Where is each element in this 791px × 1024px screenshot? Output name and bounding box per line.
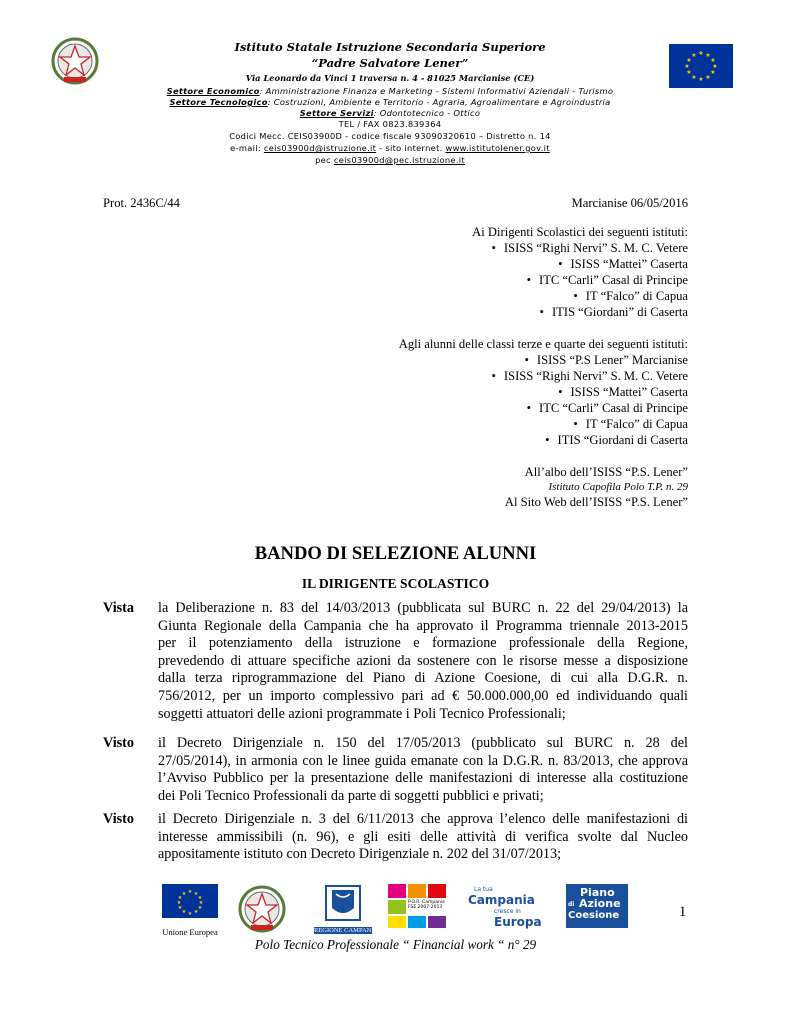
footer-regione-logo [314, 884, 379, 934]
pec-link[interactable]: ceis03900d@pec.istruzione.it [333, 155, 465, 165]
header-title: Istituto Statale Istruzione Secondaria Superiore [234, 40, 546, 54]
paragraph-line: interesse ammissibili (n. 96), e gli esiti delle attività di verifica svolte dal Nucleo [158, 828, 688, 845]
polo-caption: Polo Tecnico Professionale “ Financial work “ n° 29 [254, 937, 537, 952]
website-link[interactable]: www.istitutolener.gov.it [445, 143, 550, 153]
header-tel: TEL / FAX 0823.839364 [338, 119, 442, 129]
recipients2-intro: Agli alunni delle classi terze e quarte dei seguenti istituti: [398, 337, 688, 351]
paragraph-visto-1 [158, 735, 688, 805]
svg-text:★: ★ [710, 57, 716, 64]
svg-text:★: ★ [698, 76, 704, 83]
recipient-item: • ISISS “Mattei” Caserta [558, 257, 688, 272]
svg-text:★: ★ [691, 52, 697, 59]
eu-flag-logo [669, 44, 733, 88]
footer-campania-europa-logo [462, 884, 548, 934]
piano-2: di [568, 901, 575, 908]
svg-text:★: ★ [712, 63, 718, 70]
recipient-item: • ISISS “Mattei” Caserta [558, 385, 688, 400]
recipients1-intro: Ai Dirigenti Scolastici dei seguenti istituti: [472, 225, 688, 239]
settore-tecnologico-label: Settore Tecnologico [169, 97, 268, 107]
header-emblem-logo [50, 36, 100, 86]
footer-por-label: P.O.R. Campania FSE 2007-2013 [408, 900, 445, 910]
protocol-number: Prot. 2436C/44 [103, 196, 180, 210]
paragraph-line: prevedendo di attuare specifiche azioni da sostenere con le risorse messe a disposizione [158, 652, 688, 669]
paragraph-line: 756/2012, per un importo complessivo pari ad € 50.000.000,00 ed individuando quali [158, 687, 688, 704]
svg-text:★: ★ [181, 909, 187, 915]
svg-text:★: ★ [197, 905, 203, 911]
paragraph-line: soggetti attuatori delle azioni programmate i Poli Tecnico Professionali; [158, 705, 566, 722]
site-label: - sito internet. [376, 143, 446, 153]
paragraph-keyword: Visto [103, 811, 135, 827]
footer-eu-label: Unione Europea [162, 927, 218, 937]
header-settore-tecnologico [120, 97, 660, 107]
email-link[interactable]: ceis03900d@istruzione.it [263, 143, 377, 153]
paragraph-keyword: Vista [103, 600, 135, 616]
page-number: 1 [679, 904, 687, 920]
piano-1: Piano [580, 886, 615, 899]
sito-line: Al Sito Web dell’ISISS “P.S. Lener” [504, 495, 688, 509]
paragraph-line: per il potenziamento della istruzione e formazione professionale della Regione, [158, 635, 688, 652]
svg-text:★: ★ [193, 891, 199, 897]
albo-line: All’albo dell’ISISS “P.S. Lener” [524, 465, 688, 479]
svg-text:★: ★ [705, 74, 711, 81]
campania-mid: cresce in [494, 908, 521, 915]
footer-eu-logo [158, 884, 222, 937]
svg-text:★: ★ [187, 889, 193, 895]
paragraph-line: l’Avviso Pubblico per la presentazione delle manifestazioni di interesse alla costituzione [158, 770, 688, 787]
svg-text:★: ★ [187, 911, 193, 917]
svg-text:★: ★ [684, 63, 690, 70]
sub-title: IL DIRIGENTE SCOLASTICO [301, 576, 490, 591]
recipient-item: • ITIS “Giordani” di Caserta [540, 305, 688, 320]
svg-text:★: ★ [686, 57, 692, 64]
paragraph-visto-2 [158, 811, 688, 864]
recipient-item: • IT “Falco” di Capua [573, 417, 688, 432]
capofila-line: Istituto Capofila Polo T.P. n. 29 [548, 481, 688, 493]
paragraph-line: dalla terza riprogrammazione del Piano di Azione Coesione, di cui alla D.G.R. n. [158, 670, 688, 687]
header-pec [120, 155, 660, 165]
recipient-item: • ISISS “P.S Lener” Marcianise [524, 353, 688, 368]
svg-text:★: ★ [181, 891, 187, 897]
paragraph-line: appositamente istituto con Decreto Dirigenziale n. 202 del 31/07/2013; [158, 846, 562, 863]
piano-4: Coesione [568, 910, 620, 921]
recipient-item: • ITC “Carli” Casal di Principe [527, 401, 688, 416]
footer-regione-label: REGIONE CAMPANIA [314, 927, 379, 934]
header-address: Via Leonardo da Vinci 1 traversa n. 4 - 81025 Marcianise (CE) [245, 73, 535, 83]
svg-text:★: ★ [197, 895, 203, 901]
settore-servizi-label: Settore Servizi [299, 108, 374, 118]
settore-tecnologico-text: : Costruzioni, Ambiente e Territorio - Agraria, Agroalimentare e Agroindustria [267, 97, 611, 107]
svg-text:★: ★ [198, 900, 204, 906]
piano-3: Azione [579, 897, 621, 910]
paragraph-vista [158, 600, 688, 723]
header-contacts [120, 143, 660, 153]
recipient-item: • ITIS “Giordani di Caserta [545, 433, 688, 448]
paragraph-line: Giunta Regionale della Campania che ha approvato il Programma triennale 2013-2015 [158, 617, 688, 634]
footer-emblem-logo [236, 884, 288, 934]
paragraph-line: la Deliberazione n. 83 del 14/03/2013 (pubblicata sul BURC n. 22 del 29/04/2013) la [158, 600, 688, 616]
settore-economico-text: : Amministrazione Finanza e Marketing - Sistemi Informativi Aziendali - Turismo [259, 86, 614, 96]
campania-main: Campania [468, 893, 535, 907]
header-settore-servizi [120, 108, 660, 118]
header-codes: Codici Mecc. CEIS03900D - codice fiscale 93090320610 – Distretto n. 14 [229, 131, 551, 141]
footer-por-logo [388, 884, 448, 934]
email-label: e-mail: [230, 143, 264, 153]
paragraph-line: dei Poli Tecnico Professionali da parte di soggetti pubblici e privati; [158, 787, 544, 804]
svg-text:★: ★ [177, 895, 183, 901]
svg-text:★: ★ [177, 905, 183, 911]
paragraph-keyword: Visto [103, 735, 135, 751]
footer-piano-coesione-logo [566, 884, 628, 928]
svg-text:★: ★ [686, 69, 692, 76]
recipient-item: • ISISS “Righi Nervi” S. M. C. Vetere [491, 241, 688, 256]
campania-top: La tua [474, 886, 493, 893]
recipient-item: • IT “Falco” di Capua [573, 289, 688, 304]
campania-bottom: Europa [494, 915, 542, 929]
main-title: BANDO DI SELEZIONE ALUNNI [254, 543, 537, 564]
settore-economico-label: Settore Economico [166, 86, 260, 96]
svg-text:★: ★ [176, 900, 182, 906]
recipient-item: • ISISS “Righi Nervi” S. M. C. Vetere [491, 369, 688, 384]
pec-label: pec [315, 155, 334, 165]
paragraph-line: il Decreto Dirigenziale n. 3 del 6/11/2013 che approva l’elenco delle manifestazioni di [158, 811, 688, 827]
svg-text:★: ★ [691, 74, 697, 81]
header-settore-economico [120, 86, 660, 96]
header-subtitle: “Padre Salvatore Lener” [311, 56, 469, 70]
svg-text:★: ★ [710, 69, 716, 76]
svg-text:★: ★ [705, 52, 711, 59]
paragraph-line: il Decreto Dirigenziale n. 150 del 17/05/2013 (pubblicato sul BURC n. 28 del [158, 735, 688, 751]
recipient-item: • ITC “Carli” Casal di Principe [527, 273, 688, 288]
paragraph-line: 27/05/2014), in armonia con le linee guida emanate con la D.G.R. n. 83/2013, che approva [158, 752, 688, 769]
svg-text:★: ★ [698, 50, 704, 57]
settore-servizi-text: : Odontotecnico - Ottico [373, 108, 481, 118]
place-date: Marcianise 06/05/2016 [571, 196, 688, 210]
svg-text:★: ★ [193, 909, 199, 915]
